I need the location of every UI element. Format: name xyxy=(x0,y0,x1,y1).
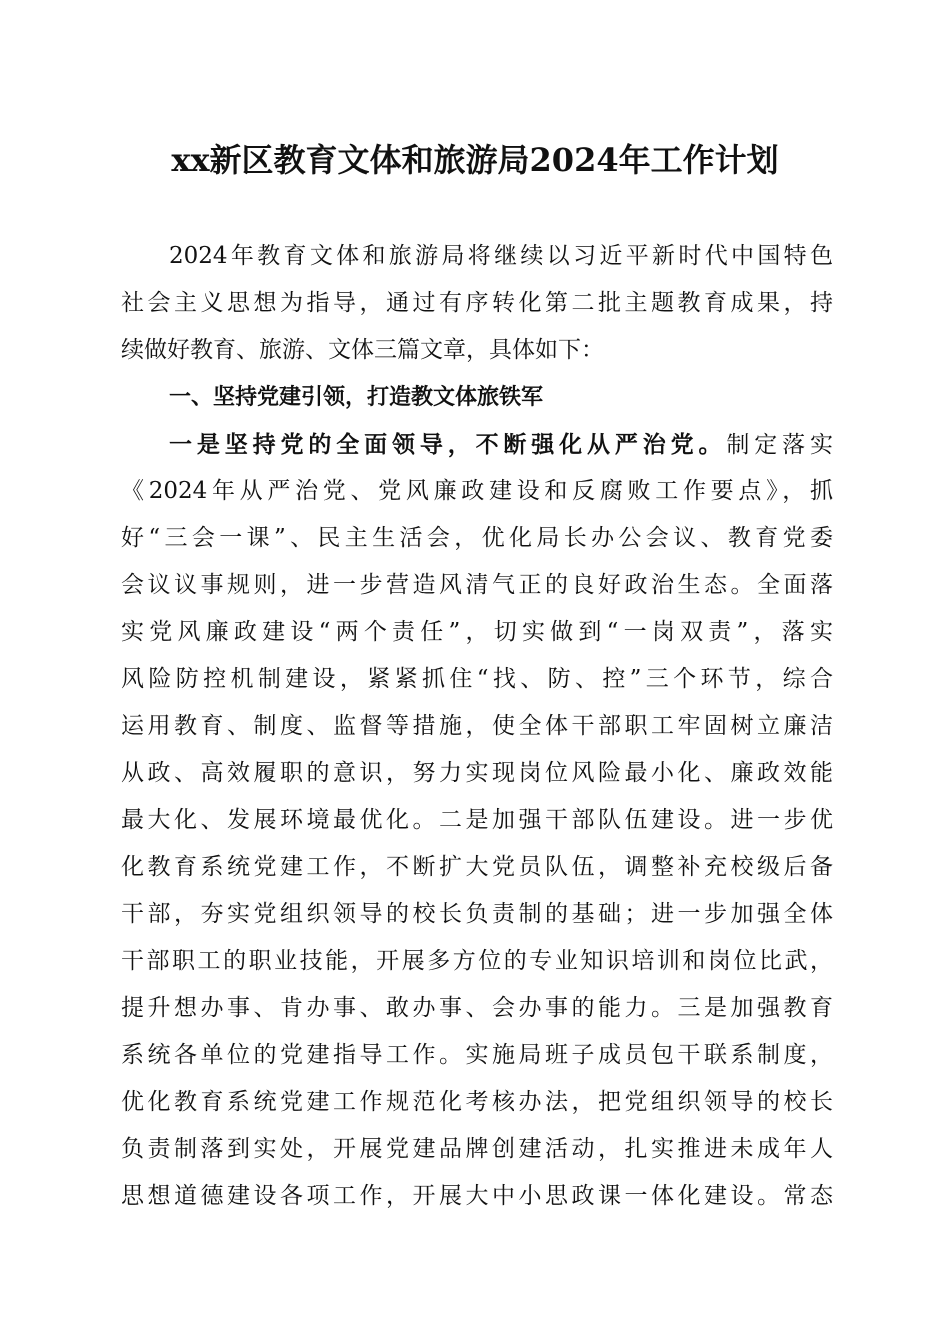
body-line: 负责制落到实处，开展党建品牌创建活动，扎实推进未成年人 xyxy=(121,1136,833,1162)
section-heading: 一、坚持党建引领，打造教文体旅铁军 xyxy=(169,385,544,410)
body-line: 优化教育系统党建工作规范化考核办法，把党组织领导的校长 xyxy=(121,1089,833,1115)
intro-line: 社会主义思想为指导，通过有序转化第二批主题教育成果，持 xyxy=(121,290,833,316)
intro-line: 续做好教育、旅游、文体三篇文章，具体如下： xyxy=(121,337,604,363)
body-line: 干部，夯实党组织领导的校长负责制的基础；进一步加强全体 xyxy=(121,901,833,927)
document-body xyxy=(121,233,833,1220)
body-line: 会议议事规则，进一步营造风清气正的良好政治生态。全面落 xyxy=(121,572,833,598)
document-title: xx新区教育文体和旅游局2024年工作计划 xyxy=(171,141,779,179)
body-line: 系统各单位的党建指导工作。实施局班子成员包干联系制度， xyxy=(121,1042,833,1068)
body-line: 提升想办事、肯办事、敢办事、会办事的能力。三是加强教育 xyxy=(121,995,833,1021)
body-line: 运用教育、制度、监督等措施，使全体干部职工牢固树立廉洁 xyxy=(121,713,833,739)
body-line: 好“三会一课”、民主生活会，优化局长办公会议、教育党委 xyxy=(121,525,833,551)
body-line: 从政、高效履职的意识，努力实现岗位风险最小化、廉政效能 xyxy=(121,760,833,786)
intro-line: 2024年教育文体和旅游局将继续以习近平新时代中国特色 xyxy=(169,243,833,269)
body-line: 化教育系统党建工作，不断扩大党员队伍，调整补充校级后备 xyxy=(121,854,833,880)
body-line: 实党风廉政建设“两个责任”，切实做到“一岗双责”，落实 xyxy=(121,619,833,645)
section-lead-line xyxy=(121,421,833,468)
body-line: 思想道德建设各项工作，开展大中小思政课一体化建设。常态 xyxy=(121,1183,833,1209)
body-line: 《2024年从严治党、党风廉政建设和反腐败工作要点》，抓 xyxy=(121,478,833,504)
body-line: 干部职工的职业技能，开展多方位的专业知识培训和岗位比武， xyxy=(121,948,833,974)
section-lead-bold: 一是坚持党的全面领导，不断强化从严治党。 xyxy=(169,431,727,458)
body-line: 最大化、发展环境最优化。二是加强干部队伍建设。进一步优 xyxy=(121,807,833,833)
body-line: 风险防控机制建设，紧紧抓住“找、防、控”三个环节，综合 xyxy=(121,666,833,692)
section-lead-rest: 制定落实 xyxy=(726,432,834,458)
